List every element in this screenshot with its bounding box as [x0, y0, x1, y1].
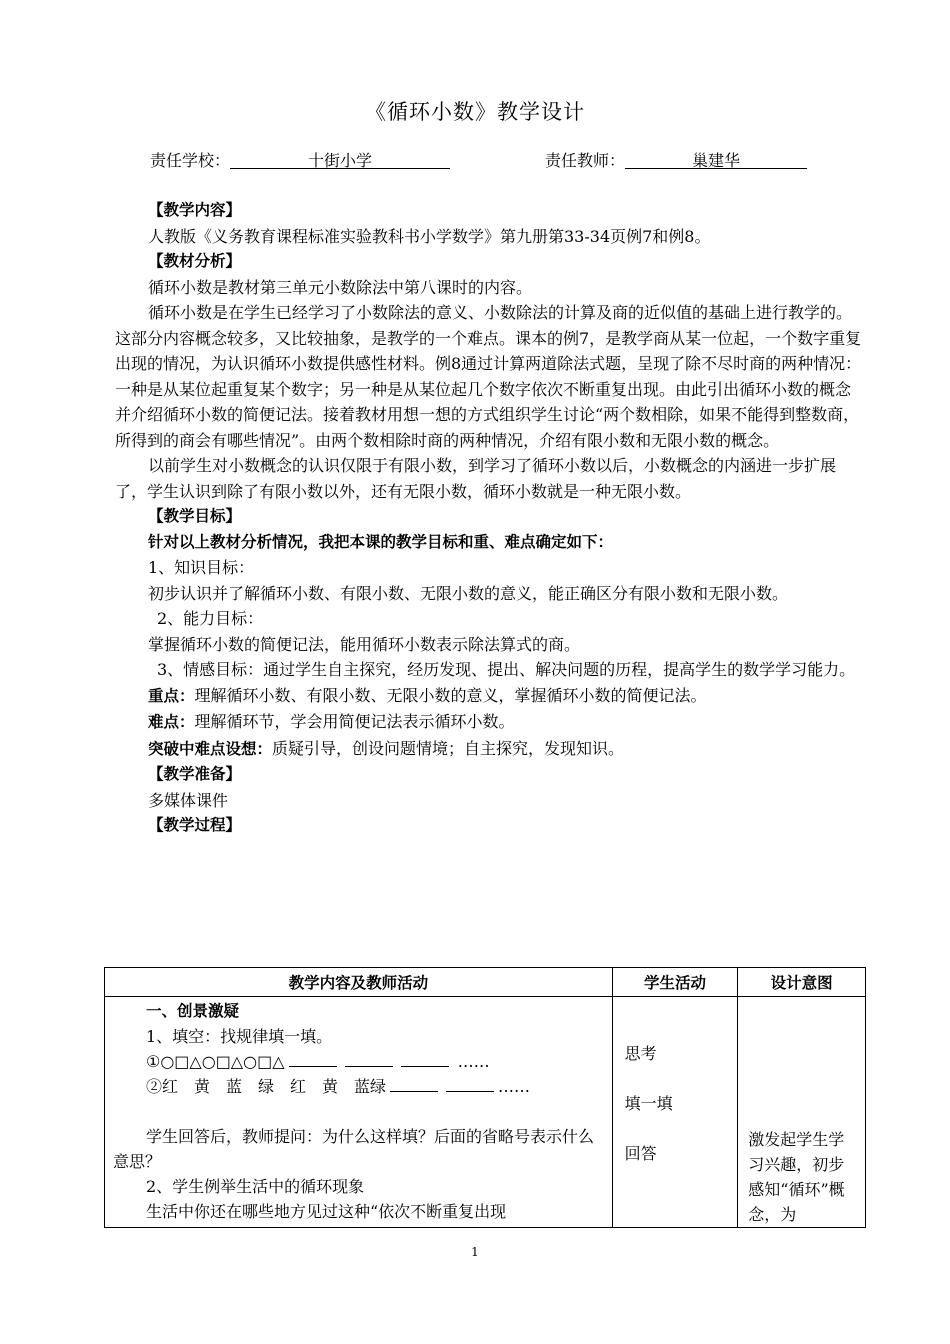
fill-blank: [446, 1075, 494, 1092]
content-heading: 【教学内容】: [148, 201, 242, 219]
fill-blank: [289, 1050, 337, 1067]
pattern-line-1: ①○□△○□△○□△ ……: [146, 1052, 490, 1071]
analysis-paragraph: 以前学生对小数概念的认识仅限于有限小数，到学习了循环小数以后，小数概念的内涵进一步扩展了，学生认识到除了有限小数以外，还有无限小数，循环小数就是一种无限小数。: [115, 456, 837, 501]
activity-item: 2、学生例举生活中的循环现象: [146, 1177, 365, 1196]
prep-heading: 【教学准备】: [148, 765, 242, 783]
break-label: 突破中难点设想：: [148, 739, 273, 758]
header-design-intent: 设计意图: [738, 968, 866, 997]
process-table: [104, 967, 866, 1228]
school-label: 责任学校：: [150, 151, 231, 170]
activity-item: 1、填空：找规律填一填。: [146, 1027, 333, 1046]
goal3-text: 3、情感目标：通过学生自主探究，经历发现、提出、解决问题的历程，提高学生的数学学习能力。: [157, 660, 856, 679]
table-row: [105, 997, 866, 1228]
key-label: 重点：: [148, 686, 195, 705]
page-number: 1: [471, 1245, 479, 1259]
goal-intro: 针对以上教材分析情况，我把本课的教学目标和重、难点确定如下：: [148, 532, 614, 551]
activity-text: 生活中你还在哪些地方见过这种“依次不断重复出现: [146, 1202, 507, 1221]
diff-text: 理解循环节，学会用简便记法表示循环小数。: [194, 712, 515, 731]
teacher-activity-cell: [105, 997, 613, 1228]
diff-label: 难点：: [148, 713, 195, 731]
document-body: [115, 198, 863, 839]
student-activity: 填一填: [624, 1094, 673, 1113]
difficult-point: [115, 709, 863, 736]
goal1-label: 1、知识目标：: [148, 558, 255, 577]
header-student-activity: 学生活动: [612, 968, 738, 997]
design-intent-text: 激发起学生学习兴趣，初步感知“循环”概念，为: [748, 1130, 845, 1224]
breakthrough-point: [115, 736, 863, 763]
fill-blank: [401, 1050, 449, 1067]
teacher-value: 巢建华: [625, 148, 807, 169]
break-text: 质疑引导，创设问题情境；自主探究，发现知识。: [272, 738, 625, 758]
key-point: [115, 683, 863, 710]
spacer: [113, 1099, 606, 1124]
goal-heading: 【教学目标】: [148, 507, 242, 525]
fill-blank: [390, 1075, 438, 1092]
pattern-line-2: ②红 黄 蓝 绿 红 黄 蓝绿 ……: [146, 1077, 531, 1096]
analysis-paragraph: 循环小数是在学生已经学习了小数除法的意义、小数除法的计算及商的近似值的基础上进行教学的。这部分内容概念较多，又比较抽象，是教学的一个难点。课本的例7，是教学商从某一位起，一个数字重复出现的情况，为认识循环小数提供感性材料。例8通过计算两道除法式题，呈现了除不尽时商的两种情况：一种是从某位起重复某个数字；另一种是从某位起几个数字依次不断重复出现。由此引出循环小数的概念并介绍循环小数的简便记法。接着教材用想一想的方式组织学生讨论“两个数相除，如果不能得到整数商，所得到的商会有哪些情况”。由两个数相除时商的两种情况，介绍有限小数和无限小数的概念。: [115, 303, 862, 450]
school-value: 十街小学: [230, 148, 450, 169]
design-intent-cell: [738, 997, 866, 1228]
page-title: 《循环小数》教学设计: [365, 100, 585, 124]
analysis-paragraph: 循环小数是教材第三单元小数除法中第八课时的内容。: [148, 277, 533, 297]
teacher-label: 责任教师：: [545, 151, 626, 170]
section-heading: 一、创景激疑: [146, 1002, 240, 1020]
header-teacher-activity: 教学内容及教师活动: [105, 968, 613, 997]
teacher-field: [545, 148, 807, 171]
goal2-label: 2、能力目标：: [157, 609, 264, 628]
goal1-text: 初步认识并了解循环小数、有限小数、无限小数的意义，能正确区分有限小数和无限小数。: [148, 583, 789, 603]
teacher-question: 学生回答后，教师提问：为什么这样填？后面的省略号表示什么意思？: [113, 1127, 595, 1171]
key-text: 理解循环小数、有限小数、无限小数的意义，掌握循环小数的简便记法。: [194, 685, 707, 705]
school-field: [150, 148, 450, 171]
content-text: 人教版《义务教育课程标准实验教科书小学数学》第九册第33-34页例7和例8。: [148, 226, 711, 246]
process-heading: 【教学过程】: [148, 816, 242, 834]
student-activity: 回答: [624, 1144, 657, 1163]
student-activity: 思考: [624, 1044, 657, 1063]
analysis-heading: 【教材分析】: [148, 252, 242, 270]
table-header-row: [105, 968, 866, 997]
fill-blank: [345, 1050, 393, 1067]
goal2-text: 掌握循环小数的简便记法，能用循环小数表示除法算式的商。: [148, 634, 581, 654]
student-activity-cell: [612, 997, 738, 1228]
prep-text: 多媒体课件: [148, 790, 229, 810]
